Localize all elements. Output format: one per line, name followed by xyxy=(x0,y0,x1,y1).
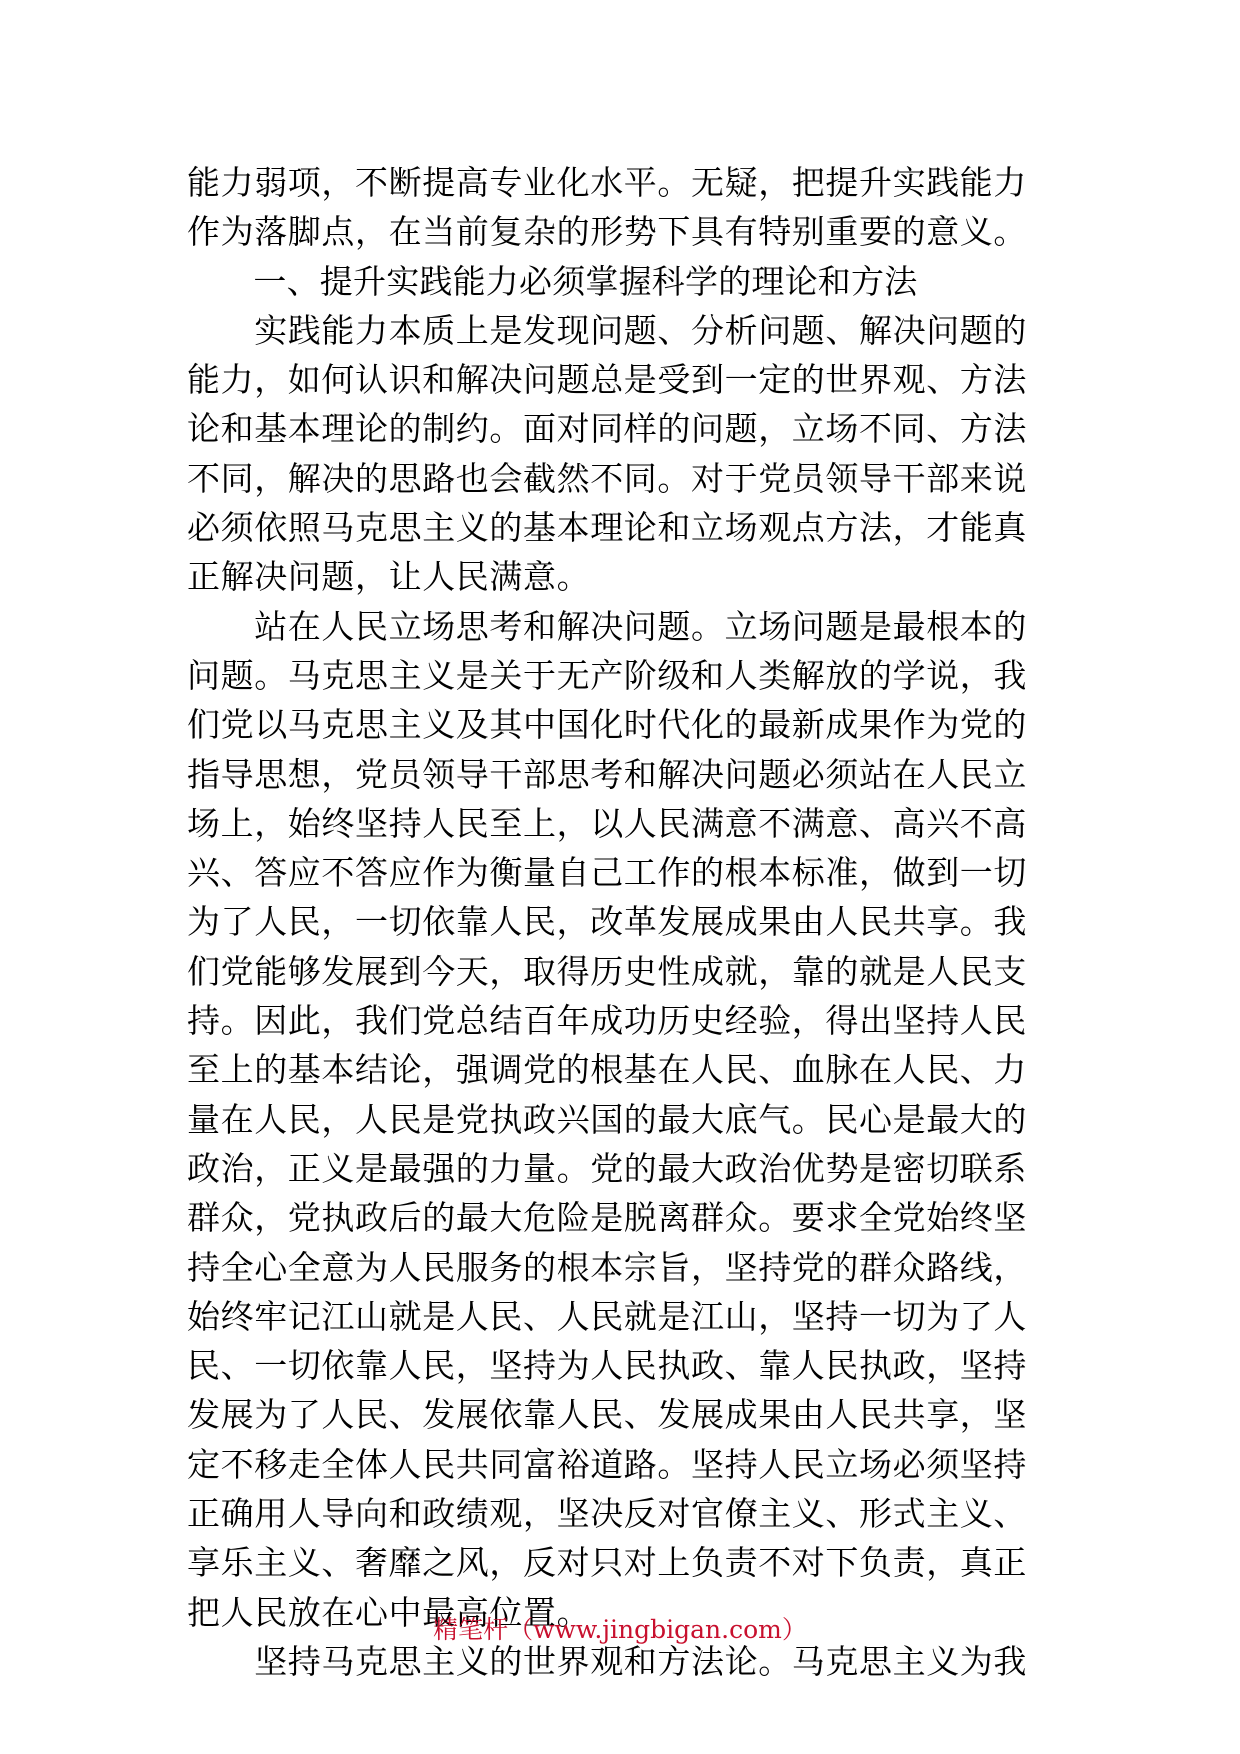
text-line: 场上，始终坚持人民至上，以人民满意不满意、高兴不高 xyxy=(187,803,1027,843)
text-line: 享乐主义、奢靡之风，反对只对上负责不对下负责，真正 xyxy=(187,1543,1027,1583)
text-line: 指导思想，党员领导干部思考和解决问题必须站在人民立 xyxy=(187,754,1027,794)
text-line: 政治，正义是最强的力量。党的最大政治优势是密切联系 xyxy=(187,1148,1027,1188)
text-line: 能力，如何认识和解决问题总是受到一定的世界观、方法 xyxy=(187,360,1027,400)
text-line: 兴、答应不答应作为衡量自己工作的根本标准，做到一切 xyxy=(187,853,1027,893)
text-line: 量在人民，人民是党执政兴国的最大底气。民心是最大的 xyxy=(187,1099,1027,1139)
text-line: 始终牢记江山就是人民、人民就是江山，坚持一切为了人 xyxy=(187,1296,1027,1336)
text-line: 定不移走全体人民共同富裕道路。坚持人民立场必须坚持 xyxy=(187,1444,1027,1484)
text-line: 不同，解决的思路也会截然不同。对于党员领导干部来说 xyxy=(187,458,1027,498)
text-line: 群众，党执政后的最大危险是脱离群众。要求全党始终坚 xyxy=(187,1198,1027,1238)
text-line: 至上的基本结论，强调党的根基在人民、血脉在人民、力 xyxy=(187,1050,1027,1090)
body-text xyxy=(187,158,1053,1686)
text-line: 为了人民，一切依靠人民，改革发展成果由人民共享。我 xyxy=(187,902,1027,942)
section-heading: 一、提升实践能力必须掌握科学的理论和方法 xyxy=(187,261,918,301)
text-line: 持。因此，我们党总结百年成功历史经验，得出坚持人民 xyxy=(187,1001,1027,1041)
text-line: 论和基本理论的制约。面对同样的问题，立场不同、方法 xyxy=(187,409,1027,449)
text-line: 问题。马克思主义是关于无产阶级和人类解放的学说，我 xyxy=(187,655,1027,695)
text-line: 坚持马克思主义的世界观和方法论。马克思主义为我 xyxy=(187,1641,1027,1681)
text-line: 民、一切依靠人民，坚持为人民执政、靠人民执政，坚持 xyxy=(187,1346,1027,1386)
text-line: 正确用人导向和政绩观，坚决反对官僚主义、形式主义、 xyxy=(187,1494,1027,1534)
page-footer: 精笔杆（www.jingbigan.com） xyxy=(433,1615,807,1644)
text-line: 发展为了人民、发展依靠人民、发展成果由人民共享，坚 xyxy=(187,1395,1027,1435)
text-line: 们党能够发展到今天，取得历史性成就，靠的就是人民支 xyxy=(187,951,1027,991)
text-line: 们党以马克思主义及其中国化时代化的最新成果作为党的 xyxy=(187,705,1027,745)
text-line: 把人民放在心中最高位置。 xyxy=(187,1592,591,1632)
text-line: 必须依照马克思主义的基本理论和立场观点方法，才能真 xyxy=(187,508,1027,548)
text-line: 站在人民立场思考和解决问题。立场问题是最根本的 xyxy=(187,606,1027,646)
text-line: 持全心全意为人民服务的根本宗旨，坚持党的群众路线， xyxy=(187,1247,1027,1287)
text-line: 实践能力本质上是发现问题、分析问题、解决问题的 xyxy=(187,310,1027,350)
text-line: 正解决问题，让人民满意。 xyxy=(187,557,591,597)
text-line: 能力弱项，不断提高专业化水平。无疑，把提升实践能力 xyxy=(187,163,1027,202)
text-line: 作为落脚点，在当前复杂的形势下具有特别重要的意义。 xyxy=(187,212,1027,252)
